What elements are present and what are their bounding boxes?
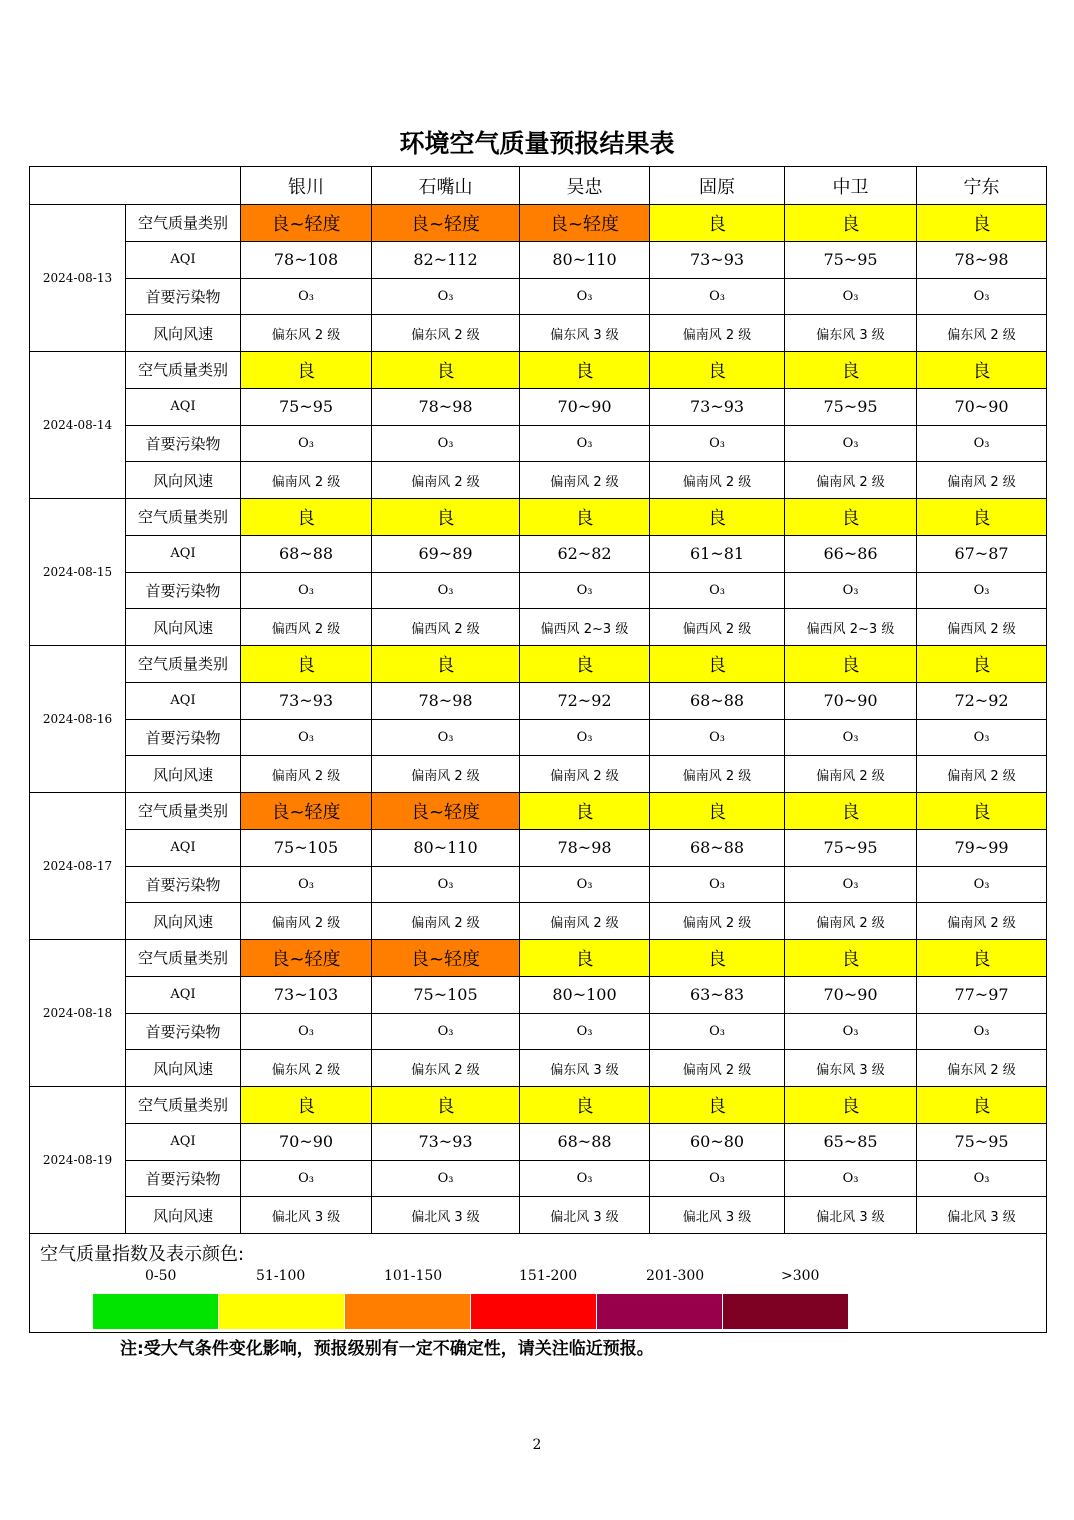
day-pollutant-row	[30, 866, 1047, 903]
day-category-row	[30, 205, 1047, 242]
wind-cell: 偏西风 2 级	[241, 609, 372, 646]
category-cell: 良	[520, 940, 650, 977]
pollutant-cell: O₃	[520, 866, 650, 903]
day-aqi-row	[30, 1123, 1047, 1160]
aqi-cell: 68~88	[650, 829, 785, 866]
city-header: 石嘴山	[372, 167, 520, 205]
day-pollutant-row	[30, 1013, 1047, 1050]
forecast-date: 2024-08-18	[30, 940, 126, 1087]
day-pollutant-row	[30, 572, 1047, 609]
wind-cell: 偏东风 3 级	[520, 315, 650, 352]
row-label-wind: 风向风速	[126, 315, 241, 352]
wind-cell: 偏北风 3 级	[917, 1197, 1047, 1234]
wind-cell: 偏南风 2 级	[520, 462, 650, 499]
pollutant-cell: O₃	[372, 278, 520, 315]
wind-cell: 偏北风 3 级	[785, 1197, 917, 1234]
aqi-cell: 75~105	[241, 829, 372, 866]
pollutant-cell: O₃	[917, 1160, 1047, 1197]
wind-cell: 偏北风 3 级	[372, 1197, 520, 1234]
row-label-aqi: AQI	[126, 1123, 241, 1160]
day-category-row	[30, 352, 1047, 389]
category-cell: 良	[917, 793, 1047, 830]
pollutant-cell: O₃	[241, 866, 372, 903]
aqi-cell: 80~100	[520, 976, 650, 1013]
row-label-aqi: AQI	[126, 535, 241, 572]
aqi-cell: 70~90	[785, 976, 917, 1013]
aqi-cell: 77~97	[917, 976, 1047, 1013]
aqi-cell: 61~81	[650, 535, 785, 572]
day-wind-row	[30, 315, 1047, 352]
aqi-cell: 62~82	[520, 535, 650, 572]
aqi-cell: 68~88	[241, 535, 372, 572]
pollutant-cell: O₃	[372, 572, 520, 609]
wind-cell: 偏南风 2 级	[917, 462, 1047, 499]
pollutant-cell: O₃	[785, 572, 917, 609]
pollutant-cell: O₃	[650, 719, 785, 756]
wind-cell: 偏东风 2 级	[372, 315, 520, 352]
category-cell: 良	[650, 499, 785, 536]
row-label-aqi: AQI	[126, 682, 241, 719]
day-aqi-row	[30, 241, 1047, 278]
category-cell: 良	[650, 205, 785, 242]
aqi-cell: 70~90	[785, 682, 917, 719]
wind-cell: 偏西风 2~3 级	[785, 609, 917, 646]
aqi-cell: 82~112	[372, 241, 520, 278]
category-cell: 良	[372, 646, 520, 683]
wind-cell: 偏西风 2 级	[917, 609, 1047, 646]
wind-cell: 偏南风 2 级	[241, 903, 372, 940]
row-label-wind: 风向风速	[126, 462, 241, 499]
row-label-pollutant: 首要污染物	[126, 1160, 241, 1197]
category-cell: 良	[917, 352, 1047, 389]
header-row	[30, 167, 1047, 205]
pollutant-cell: O₃	[650, 425, 785, 462]
pollutant-cell: O₃	[241, 719, 372, 756]
row-label-wind: 风向风速	[126, 903, 241, 940]
wind-cell: 偏南风 2 级	[520, 903, 650, 940]
day-wind-row	[30, 903, 1047, 940]
legend-color-swatch	[723, 1294, 848, 1329]
legend-range-label: 101-150	[384, 1268, 443, 1284]
city-header: 吴忠	[520, 167, 650, 205]
wind-cell: 偏东风 3 级	[785, 315, 917, 352]
row-label-pollutant: 首要污染物	[126, 719, 241, 756]
pollutant-cell: O₃	[785, 1013, 917, 1050]
pollutant-cell: O₃	[372, 425, 520, 462]
day-category-row	[30, 793, 1047, 830]
aqi-cell: 75~105	[372, 976, 520, 1013]
aqi-cell: 66~86	[785, 535, 917, 572]
legend-range-label: 201-300	[646, 1268, 705, 1284]
category-cell: 良	[917, 1087, 1047, 1124]
pollutant-cell: O₃	[372, 1160, 520, 1197]
wind-cell: 偏东风 3 级	[520, 1050, 650, 1087]
legend-color-swatch	[345, 1294, 470, 1329]
row-label-wind: 风向风速	[126, 609, 241, 646]
city-header: 固原	[650, 167, 785, 205]
legend-color-swatch	[219, 1294, 344, 1329]
wind-cell: 偏北风 3 级	[520, 1197, 650, 1234]
forecast-date: 2024-08-13	[30, 205, 126, 352]
category-cell: 良~轻度	[372, 940, 520, 977]
aqi-cell: 78~98	[520, 829, 650, 866]
category-cell: 良	[650, 1087, 785, 1124]
header-corner	[30, 167, 241, 205]
aqi-cell: 75~95	[785, 829, 917, 866]
forecast-date: 2024-08-14	[30, 352, 126, 499]
page-number: 2	[532, 1437, 542, 1453]
day-pollutant-row	[30, 278, 1047, 315]
category-cell: 良	[917, 499, 1047, 536]
pollutant-cell: O₃	[241, 278, 372, 315]
aqi-cell: 75~95	[917, 1123, 1047, 1160]
forecast-date: 2024-08-17	[30, 793, 126, 940]
category-cell: 良	[650, 940, 785, 977]
aqi-cell: 80~110	[520, 241, 650, 278]
day-pollutant-row	[30, 719, 1047, 756]
row-label-category: 空气质量类别	[126, 646, 241, 683]
aqi-cell: 78~98	[372, 682, 520, 719]
wind-cell: 偏南风 2 级	[785, 462, 917, 499]
day-category-row	[30, 646, 1047, 683]
day-wind-row	[30, 756, 1047, 793]
row-label-pollutant: 首要污染物	[126, 1013, 241, 1050]
aqi-cell: 78~108	[241, 241, 372, 278]
legend-row	[30, 1234, 1047, 1333]
category-cell: 良	[650, 646, 785, 683]
row-label-wind: 风向风速	[126, 756, 241, 793]
aqi-cell: 78~98	[917, 241, 1047, 278]
category-cell: 良~轻度	[241, 940, 372, 977]
category-cell: 良	[241, 646, 372, 683]
pollutant-cell: O₃	[520, 1013, 650, 1050]
pollutant-cell: O₃	[241, 1013, 372, 1050]
day-category-row	[30, 1087, 1047, 1124]
wind-cell: 偏南风 2 级	[785, 756, 917, 793]
aqi-cell: 69~89	[372, 535, 520, 572]
pollutant-cell: O₃	[520, 719, 650, 756]
category-cell: 良	[650, 352, 785, 389]
aqi-cell: 73~93	[650, 388, 785, 425]
row-label-pollutant: 首要污染物	[126, 425, 241, 462]
legend-color-swatch	[597, 1294, 722, 1329]
pollutant-cell: O₃	[241, 425, 372, 462]
wind-cell: 偏南风 2 级	[917, 756, 1047, 793]
wind-cell: 偏东风 2 级	[917, 315, 1047, 352]
legend-range-label: >300	[781, 1268, 820, 1284]
pollutant-cell: O₃	[917, 719, 1047, 756]
row-label-aqi: AQI	[126, 976, 241, 1013]
pollutant-cell: O₃	[372, 719, 520, 756]
pollutant-cell: O₃	[917, 278, 1047, 315]
category-cell: 良~轻度	[372, 205, 520, 242]
pollutant-cell: O₃	[650, 278, 785, 315]
wind-cell: 偏南风 2 级	[372, 756, 520, 793]
legend-range-label: 0-50	[145, 1268, 177, 1284]
aqi-cell: 73~93	[372, 1123, 520, 1160]
aqi-cell: 75~95	[785, 241, 917, 278]
category-cell: 良	[520, 793, 650, 830]
pollutant-cell: O₃	[785, 719, 917, 756]
category-cell: 良~轻度	[241, 205, 372, 242]
category-cell: 良	[785, 352, 917, 389]
category-cell: 良	[785, 1087, 917, 1124]
row-label-pollutant: 首要污染物	[126, 572, 241, 609]
aqi-cell: 65~85	[785, 1123, 917, 1160]
category-cell: 良	[785, 646, 917, 683]
category-cell: 良	[785, 499, 917, 536]
category-cell: 良	[241, 1087, 372, 1124]
day-aqi-row	[30, 682, 1047, 719]
aqi-cell: 79~99	[917, 829, 1047, 866]
city-header: 银川	[241, 167, 372, 205]
wind-cell: 偏南风 2 级	[917, 903, 1047, 940]
pollutant-cell: O₃	[650, 1013, 785, 1050]
legend-range-label: 51-100	[256, 1268, 306, 1284]
aqi-cell: 72~92	[917, 682, 1047, 719]
day-wind-row	[30, 609, 1047, 646]
wind-cell: 偏东风 2 级	[917, 1050, 1047, 1087]
wind-cell: 偏北风 3 级	[241, 1197, 372, 1234]
pollutant-cell: O₃	[520, 1160, 650, 1197]
row-label-category: 空气质量类别	[126, 1087, 241, 1124]
wind-cell: 偏南风 2 级	[520, 756, 650, 793]
day-wind-row	[30, 1050, 1047, 1087]
pollutant-cell: O₃	[785, 425, 917, 462]
category-cell: 良	[520, 646, 650, 683]
forecast-date: 2024-08-15	[30, 499, 126, 646]
category-cell: 良	[917, 646, 1047, 683]
category-cell: 良	[372, 499, 520, 536]
pollutant-cell: O₃	[785, 866, 917, 903]
category-cell: 良	[241, 352, 372, 389]
row-label-pollutant: 首要污染物	[126, 278, 241, 315]
forecast-table	[29, 166, 1047, 1333]
aqi-cell: 70~90	[241, 1123, 372, 1160]
legend-color-swatch	[471, 1294, 596, 1329]
row-label-wind: 风向风速	[126, 1197, 241, 1234]
wind-cell: 偏东风 3 级	[785, 1050, 917, 1087]
category-cell: 良~轻度	[372, 793, 520, 830]
day-wind-row	[30, 462, 1047, 499]
aqi-cell: 73~103	[241, 976, 372, 1013]
row-label-category: 空气质量类别	[126, 205, 241, 242]
aqi-cell: 60~80	[650, 1123, 785, 1160]
day-pollutant-row	[30, 1160, 1047, 1197]
aqi-cell: 80~110	[372, 829, 520, 866]
wind-cell: 偏西风 2~3 级	[520, 609, 650, 646]
wind-cell: 偏南风 2 级	[372, 903, 520, 940]
aqi-cell: 75~95	[785, 388, 917, 425]
aqi-cell: 68~88	[650, 682, 785, 719]
row-label-wind: 风向风速	[126, 1050, 241, 1087]
wind-cell: 偏南风 2 级	[650, 1050, 785, 1087]
aqi-cell: 70~90	[917, 388, 1047, 425]
forecast-note: 注:受大气条件变化影响，预报级别有一定不确定性，请关注临近预报。	[120, 1339, 654, 1359]
pollutant-cell: O₃	[241, 572, 372, 609]
pollutant-cell: O₃	[520, 278, 650, 315]
pollutant-cell: O₃	[917, 866, 1047, 903]
day-wind-row	[30, 1197, 1047, 1234]
row-label-aqi: AQI	[126, 829, 241, 866]
category-cell: 良~轻度	[520, 205, 650, 242]
day-aqi-row	[30, 976, 1047, 1013]
forecast-date: 2024-08-19	[30, 1087, 126, 1234]
pollutant-cell: O₃	[650, 1160, 785, 1197]
pollutant-cell: O₃	[917, 1013, 1047, 1050]
category-cell: 良	[785, 940, 917, 977]
aqi-legend	[30, 1234, 1047, 1333]
row-label-aqi: AQI	[126, 241, 241, 278]
category-cell: 良	[372, 352, 520, 389]
legend-title: 空气质量指数及表示颜色:	[40, 1244, 245, 1265]
category-cell: 良	[917, 205, 1047, 242]
aqi-cell: 75~95	[241, 388, 372, 425]
pollutant-cell: O₃	[785, 1160, 917, 1197]
wind-cell: 偏南风 2 级	[650, 315, 785, 352]
category-cell: 良~轻度	[241, 793, 372, 830]
day-category-row	[30, 940, 1047, 977]
row-label-category: 空气质量类别	[126, 793, 241, 830]
aqi-cell: 78~98	[372, 388, 520, 425]
day-aqi-row	[30, 388, 1047, 425]
category-cell: 良	[520, 352, 650, 389]
pollutant-cell: O₃	[785, 278, 917, 315]
aqi-cell: 73~93	[241, 682, 372, 719]
category-cell: 良	[917, 940, 1047, 977]
legend-range-label: 151-200	[519, 1268, 578, 1284]
pollutant-cell: O₃	[372, 1013, 520, 1050]
aqi-cell: 70~90	[520, 388, 650, 425]
row-label-category: 空气质量类别	[126, 352, 241, 389]
wind-cell: 偏南风 2 级	[785, 903, 917, 940]
pollutant-cell: O₃	[650, 572, 785, 609]
category-cell: 良	[650, 793, 785, 830]
pollutant-cell: O₃	[520, 572, 650, 609]
day-category-row	[30, 499, 1047, 536]
category-cell: 良	[520, 1087, 650, 1124]
day-pollutant-row	[30, 425, 1047, 462]
row-label-pollutant: 首要污染物	[126, 866, 241, 903]
wind-cell: 偏南风 2 级	[372, 462, 520, 499]
wind-cell: 偏南风 2 级	[650, 903, 785, 940]
category-cell: 良	[520, 499, 650, 536]
day-aqi-row	[30, 829, 1047, 866]
category-cell: 良	[241, 499, 372, 536]
wind-cell: 偏东风 2 级	[241, 315, 372, 352]
category-cell: 良	[372, 1087, 520, 1124]
city-header: 宁东	[917, 167, 1047, 205]
row-label-category: 空气质量类别	[126, 940, 241, 977]
pollutant-cell: O₃	[241, 1160, 372, 1197]
wind-cell: 偏东风 2 级	[241, 1050, 372, 1087]
row-label-aqi: AQI	[126, 388, 241, 425]
row-label-category: 空气质量类别	[126, 499, 241, 536]
forecast-date: 2024-08-16	[30, 646, 126, 793]
wind-cell: 偏南风 2 级	[241, 462, 372, 499]
wind-cell: 偏东风 2 级	[372, 1050, 520, 1087]
wind-cell: 偏西风 2 级	[650, 609, 785, 646]
wind-cell: 偏西风 2 级	[372, 609, 520, 646]
aqi-cell: 67~87	[917, 535, 1047, 572]
pollutant-cell: O₃	[372, 866, 520, 903]
wind-cell: 偏北风 3 级	[650, 1197, 785, 1234]
wind-cell: 偏南风 2 级	[650, 756, 785, 793]
day-aqi-row	[30, 535, 1047, 572]
aqi-cell: 68~88	[520, 1123, 650, 1160]
pollutant-cell: O₃	[917, 572, 1047, 609]
wind-cell: 偏南风 2 级	[241, 756, 372, 793]
aqi-cell: 63~83	[650, 976, 785, 1013]
aqi-cell: 73~93	[650, 241, 785, 278]
wind-cell: 偏南风 2 级	[650, 462, 785, 499]
pollutant-cell: O₃	[917, 425, 1047, 462]
pollutant-cell: O₃	[520, 425, 650, 462]
category-cell: 良	[785, 793, 917, 830]
city-header: 中卫	[785, 167, 917, 205]
legend-color-swatch	[93, 1294, 218, 1329]
pollutant-cell: O₃	[650, 866, 785, 903]
aqi-cell: 72~92	[520, 682, 650, 719]
category-cell: 良	[785, 205, 917, 242]
page-title: 环境空气质量预报结果表	[399, 129, 675, 158]
